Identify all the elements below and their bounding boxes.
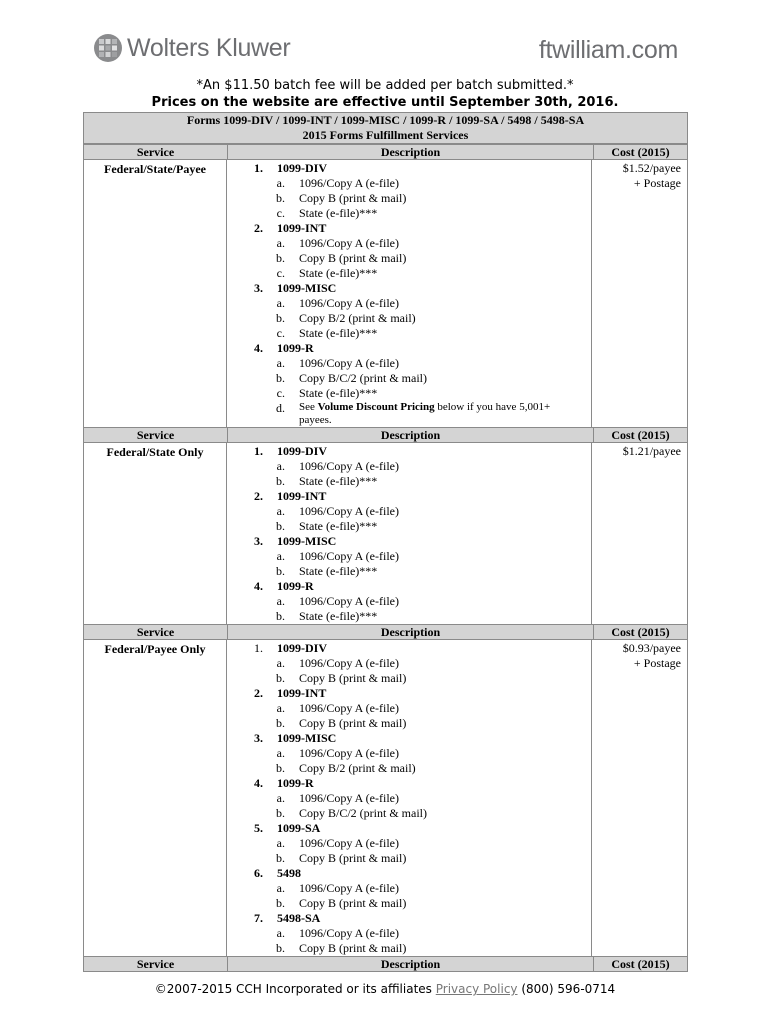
form-name: 1099-R xyxy=(277,341,314,355)
subitem-letter: a. xyxy=(276,656,285,670)
form-subitem xyxy=(227,564,591,579)
table-title-services: 2015 Forms Fulfillment Services xyxy=(84,128,687,144)
form-subitem xyxy=(227,236,591,251)
column-header-description: Description xyxy=(228,145,594,159)
table-title-forms: Forms 1099-DIV / 1099-INT / 1099-MISC / 1099-R / 1099-SA / 5498 / 5498-SA xyxy=(84,113,687,128)
form-subitem xyxy=(227,881,591,896)
column-header-cost: Cost (2015) xyxy=(611,145,670,159)
pricing-table xyxy=(83,112,688,972)
subitem-text: State (e-file)*** xyxy=(299,564,378,578)
subitem-letter: a. xyxy=(276,746,285,760)
form-subitem xyxy=(227,549,591,564)
table-header-row xyxy=(84,427,687,442)
form-name: 1099-DIV xyxy=(277,641,327,655)
subitem-letter: b. xyxy=(276,191,285,205)
subitem-text: 1096/Copy A (e-file) xyxy=(299,701,399,715)
subitem-letter: a. xyxy=(276,356,285,370)
site-name: ftwilliam.com xyxy=(538,36,678,64)
subitem-text: State (e-file)*** xyxy=(299,519,378,533)
note-post: below if you have 5,001+ payees. xyxy=(299,401,551,426)
description-cell xyxy=(227,160,592,427)
form-item xyxy=(227,686,591,701)
service-name: Federal/Payee Only xyxy=(84,640,227,956)
column-header-service: Service xyxy=(84,957,228,971)
subitem-text: Copy B/C/2 (print & mail) xyxy=(299,806,427,820)
subitem-text: 1096/Copy A (e-file) xyxy=(299,459,399,473)
form-item xyxy=(227,911,591,926)
item-number: 3. xyxy=(254,534,263,548)
brand-name: Wolters Kluwer xyxy=(127,33,291,62)
item-number: 4. xyxy=(254,341,263,355)
subitem-text: 1096/Copy A (e-file) xyxy=(299,881,399,895)
service-name: Federal/State/Payee xyxy=(84,160,227,427)
form-item xyxy=(227,161,591,176)
item-number: 4. xyxy=(254,579,263,593)
pricing-sections xyxy=(84,144,687,956)
form-item xyxy=(227,866,591,881)
service-row xyxy=(84,639,687,956)
item-number: 3. xyxy=(254,281,263,295)
subitem-letter: b. xyxy=(276,371,285,385)
form-name: 5498 xyxy=(277,866,301,880)
column-header-cost: Cost (2015) xyxy=(611,428,670,442)
subitem-text: 1096/Copy A (e-file) xyxy=(299,594,399,608)
form-subitem xyxy=(227,896,591,911)
subitem-text: 1096/Copy A (e-file) xyxy=(299,176,399,190)
form-subitem xyxy=(227,656,591,671)
form-subitem xyxy=(227,474,591,489)
form-name: 1099-MISC xyxy=(277,731,337,745)
form-subitem xyxy=(227,191,591,206)
subitem-text: 1096/Copy A (e-file) xyxy=(299,836,399,850)
form-name: 1099-DIV xyxy=(277,444,327,458)
copyright-text: ©2007-2015 CCH Incorporated or its affiliates xyxy=(154,982,436,996)
column-header-description: Description xyxy=(228,957,594,971)
form-item xyxy=(227,776,591,791)
item-number: 1. xyxy=(254,444,263,458)
form-subitem xyxy=(227,594,591,609)
form-name: 1099-SA xyxy=(277,821,321,835)
note-pre: See xyxy=(299,401,318,413)
form-subitem xyxy=(227,761,591,776)
form-subitem xyxy=(227,266,591,281)
form-item xyxy=(227,641,591,656)
subitem-text: 1096/Copy A (e-file) xyxy=(299,549,399,563)
subitem-text: State (e-file)*** xyxy=(299,266,378,280)
subitem-text: Copy B (print & mail) xyxy=(299,251,407,265)
form-item xyxy=(227,281,591,296)
subitem-letter: d. xyxy=(276,401,285,415)
form-item xyxy=(227,731,591,746)
form-name: 1099-R xyxy=(277,579,314,593)
cost-cell xyxy=(592,160,687,427)
subitem-text: 1096/Copy A (e-file) xyxy=(299,296,399,310)
column-header-cost: Cost (2015) xyxy=(611,625,670,639)
subitem-text: Copy B (print & mail) xyxy=(299,716,407,730)
table-header-row xyxy=(84,624,687,639)
price-effective-notice: Prices on the website are effective until September 30th, 2016. xyxy=(151,95,619,110)
subitem-letter: b. xyxy=(276,251,285,265)
subitem-text: Copy B/2 (print & mail) xyxy=(299,761,416,775)
cost-price: $0.93/payee xyxy=(622,641,681,655)
table-header-row xyxy=(84,956,687,971)
form-subitem xyxy=(227,296,591,311)
subitem-letter: b. xyxy=(276,806,285,820)
form-subitem xyxy=(227,701,591,716)
column-header-cost: Cost (2015) xyxy=(611,957,670,971)
subitem-letter: a. xyxy=(276,791,285,805)
form-name: 1099-R xyxy=(277,776,314,790)
form-name: 1099-MISC xyxy=(277,534,337,548)
subitem-letter: b. xyxy=(276,671,285,685)
subitem-text: Copy B/2 (print & mail) xyxy=(299,311,416,325)
form-item xyxy=(227,341,591,356)
form-name: 1099-INT xyxy=(277,221,327,235)
page-header xyxy=(0,0,770,75)
form-item xyxy=(227,489,591,504)
service-row xyxy=(84,442,687,624)
form-subitem xyxy=(227,941,591,956)
subitem-text: 1096/Copy A (e-file) xyxy=(299,236,399,250)
item-number: 1. xyxy=(254,641,263,655)
form-subitem xyxy=(227,806,591,821)
form-subitem xyxy=(227,176,591,191)
subitem-letter: a. xyxy=(276,881,285,895)
form-subitem xyxy=(227,459,591,474)
volume-discount-note xyxy=(227,401,591,427)
subitem-letter: b. xyxy=(276,311,285,325)
subitem-letter: a. xyxy=(276,549,285,563)
subitem-letter: a. xyxy=(276,176,285,190)
page-footer xyxy=(0,982,770,996)
item-number: 7. xyxy=(254,911,263,925)
subitem-text: Copy B (print & mail) xyxy=(299,941,407,955)
form-subitem xyxy=(227,326,591,341)
subitem-letter: a. xyxy=(276,504,285,518)
subitem-letter: b. xyxy=(276,896,285,910)
item-number: 3. xyxy=(254,731,263,745)
item-number: 2. xyxy=(254,686,263,700)
subitem-letter: a. xyxy=(276,296,285,310)
subitem-letter: a. xyxy=(276,836,285,850)
item-number: 6. xyxy=(254,866,263,880)
subitem-letter: c. xyxy=(276,266,285,280)
form-subitem xyxy=(227,251,591,266)
subitem-text: 1096/Copy A (e-file) xyxy=(299,504,399,518)
cost-price: $1.21/payee xyxy=(622,444,681,458)
service-name: Federal/State Only xyxy=(84,443,227,624)
subitem-text: 1096/Copy A (e-file) xyxy=(299,356,399,370)
form-name: 1099-INT xyxy=(277,489,327,503)
subitem-letter: c. xyxy=(276,386,285,400)
form-subitem xyxy=(227,356,591,371)
brand-logo xyxy=(93,33,290,63)
subitem-text: 1096/Copy A (e-file) xyxy=(299,746,399,760)
form-item xyxy=(227,221,591,236)
column-header-service: Service xyxy=(84,428,228,442)
form-subitem xyxy=(227,851,591,866)
subitem-letter: b. xyxy=(276,564,285,578)
form-subitem xyxy=(227,311,591,326)
form-subitem xyxy=(227,716,591,731)
batch-fee-notice: *An $11.50 batch fee will be added per batch submitted.* xyxy=(196,78,574,93)
cost-price: $1.52/payee xyxy=(622,161,681,175)
form-subitem xyxy=(227,836,591,851)
cost-postage: + Postage xyxy=(633,656,681,670)
subitem-letter: b. xyxy=(276,761,285,775)
subitem-letter: c. xyxy=(276,326,285,340)
subitem-letter: a. xyxy=(276,459,285,473)
globe-logo-icon xyxy=(93,33,123,63)
subitem-letter: c. xyxy=(276,206,285,220)
form-subitem xyxy=(227,926,591,941)
form-subitem xyxy=(227,519,591,534)
item-number: 4. xyxy=(254,776,263,790)
subitem-text: 1096/Copy A (e-file) xyxy=(299,926,399,940)
description-cell xyxy=(227,640,592,956)
subitem-letter: a. xyxy=(276,701,285,715)
form-name: 1099-INT xyxy=(277,686,327,700)
subitem-text: State (e-file)*** xyxy=(299,326,378,340)
service-row xyxy=(84,159,687,427)
subitem-text: State (e-file)*** xyxy=(299,386,378,400)
form-subitem xyxy=(227,791,591,806)
cost-cell xyxy=(592,640,687,956)
subitem-text: State (e-file)*** xyxy=(299,609,378,623)
item-number: 5. xyxy=(254,821,263,835)
subitem-text: State (e-file)*** xyxy=(299,474,378,488)
table-header-row xyxy=(84,144,687,159)
subitem-text: Copy B (print & mail) xyxy=(299,191,407,205)
form-subitem xyxy=(227,746,591,761)
form-item xyxy=(227,579,591,594)
subitem-letter: a. xyxy=(276,926,285,940)
column-header-description: Description xyxy=(228,428,594,442)
item-number: 1. xyxy=(254,161,263,175)
subitem-letter: a. xyxy=(276,594,285,608)
form-subitem xyxy=(227,504,591,519)
note-text xyxy=(299,401,579,427)
form-subitem xyxy=(227,371,591,386)
form-item xyxy=(227,821,591,836)
subitem-text: Copy B (print & mail) xyxy=(299,896,407,910)
subitem-text: 1096/Copy A (e-file) xyxy=(299,656,399,670)
column-header-service: Service xyxy=(84,625,228,639)
form-name: 1099-DIV xyxy=(277,161,327,175)
subitem-text: State (e-file)*** xyxy=(299,206,378,220)
subitem-letter: b. xyxy=(276,941,285,955)
form-subitem xyxy=(227,386,591,401)
volume-discount-pricing-text: Volume Discount Pricing xyxy=(317,401,435,413)
cost-cell xyxy=(592,443,687,624)
subitem-letter: a. xyxy=(276,236,285,250)
subitem-text: Copy B (print & mail) xyxy=(299,671,407,685)
subitem-letter: b. xyxy=(276,474,285,488)
form-name: 5498-SA xyxy=(277,911,321,925)
column-header-service: Service xyxy=(84,145,228,159)
cost-postage: + Postage xyxy=(633,176,681,190)
form-item xyxy=(227,534,591,549)
subitem-text: 1096/Copy A (e-file) xyxy=(299,791,399,805)
subitem-letter: b. xyxy=(276,851,285,865)
form-subitem xyxy=(227,609,591,624)
form-subitem xyxy=(227,206,591,221)
column-header-description: Description xyxy=(228,625,594,639)
item-number: 2. xyxy=(254,221,263,235)
privacy-policy-link[interactable]: Privacy Policy xyxy=(435,982,518,996)
form-name: 1099-MISC xyxy=(277,281,337,295)
subitem-text: Copy B/C/2 (print & mail) xyxy=(299,371,427,385)
form-subitem xyxy=(227,671,591,686)
subitem-letter: b. xyxy=(276,609,285,623)
phone-number: (800) 596-0714 xyxy=(517,982,616,996)
subitem-text: Copy B (print & mail) xyxy=(299,851,407,865)
form-item xyxy=(227,444,591,459)
subitem-letter: b. xyxy=(276,519,285,533)
description-cell xyxy=(227,443,592,624)
item-number: 2. xyxy=(254,489,263,503)
subitem-letter: b. xyxy=(276,716,285,730)
